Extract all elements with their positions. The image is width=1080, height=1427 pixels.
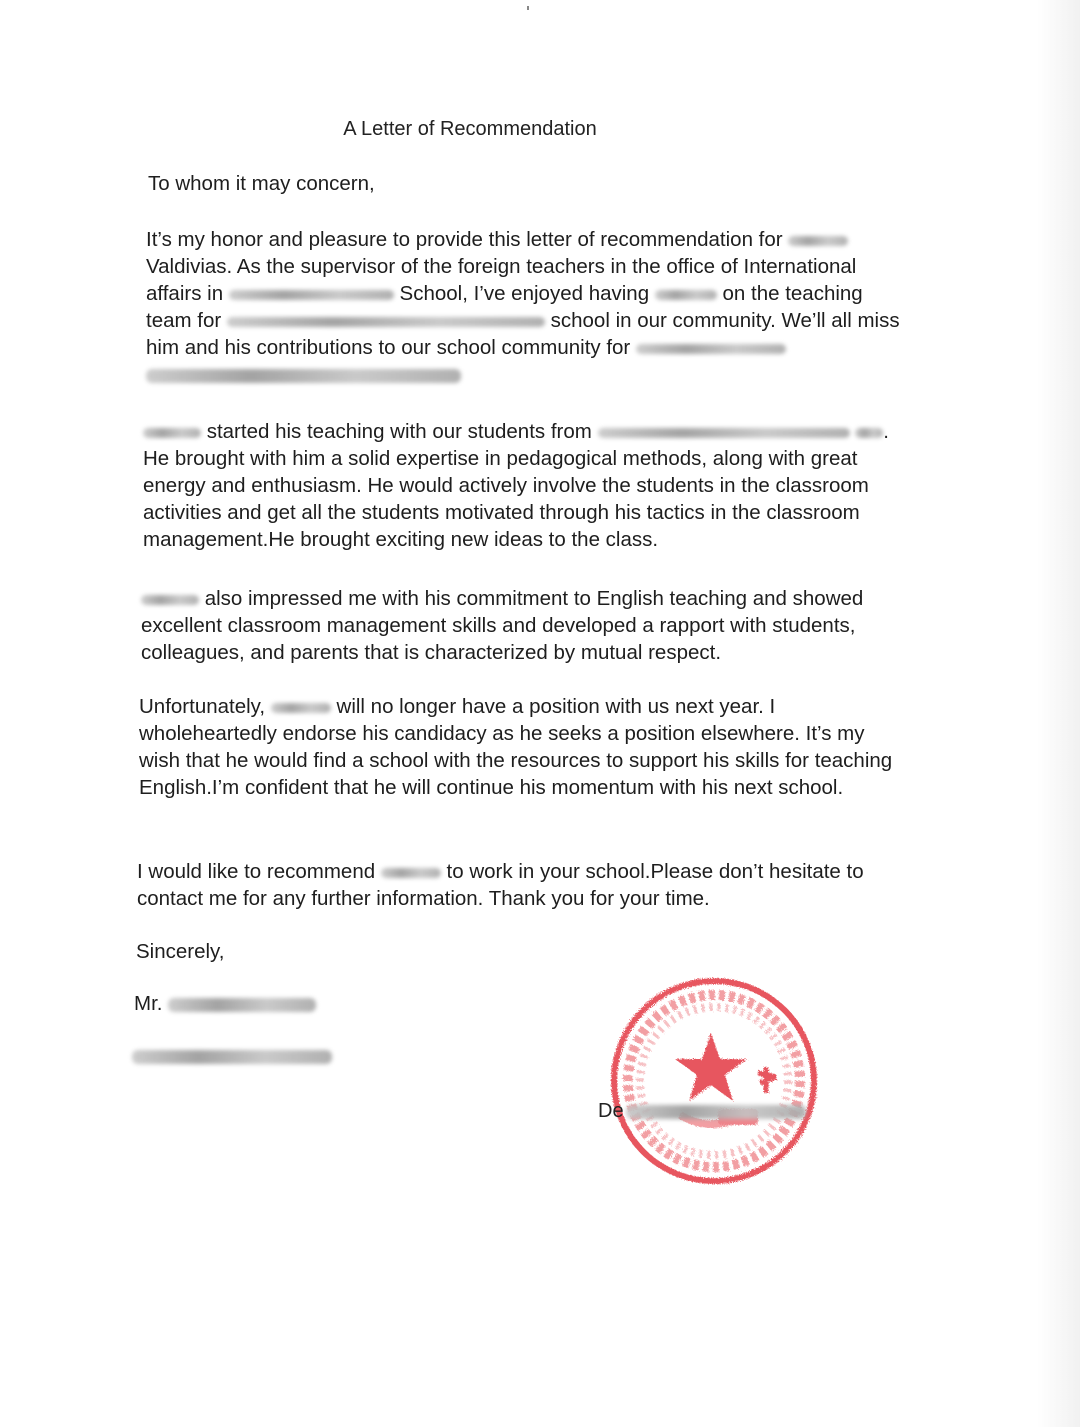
redacted-dates [598, 428, 850, 438]
redacted-dates [855, 428, 883, 438]
redacted-grades [227, 317, 545, 327]
redacted-signer-title [132, 1050, 332, 1064]
p5-text-a: I would like to recommend [137, 860, 376, 883]
p2-text-b: . He brought with him a solid expertise in pedagogical methods, along with great energy and enthusiasm. He would actively involve the students in the classroom activities and get all the students motivated through his tactics in the classroom management.He brought exciting new ideas to the class. [143, 420, 889, 551]
p5-text-b: to work in your school.Please don’t hesitate to contact me for any further information. Thank you for your time. [137, 860, 864, 910]
paragraph-5 [137, 858, 897, 912]
p4-text-a: Unfortunately, [139, 695, 266, 718]
p1-text-a: It’s my honor and pleasure to provide this letter of recommendation for [146, 228, 783, 251]
p1-text-b: Valdivias. As the supervisor of the foreign teachers in the office of International affairs in [146, 255, 857, 305]
signer-prefix: Mr. [134, 992, 163, 1015]
paragraph-3 [141, 585, 901, 666]
scan-speck [527, 6, 529, 10]
redacted-name [141, 595, 199, 605]
redacted-name [271, 703, 331, 713]
p1-text-c: School, I’ve enjoyed having [399, 282, 650, 305]
redacted-name [655, 290, 717, 300]
redacted-school-name [229, 290, 394, 300]
p3-text-a: also impressed me with his commitment to English teaching and showed excellent classroom management skills and developed a rapport with students, colleagues, and parents that is characterized by mutual respect. [141, 587, 864, 664]
redacted-name [143, 428, 201, 438]
paragraph-1 [146, 226, 906, 388]
p1-text-e: school in our community. We’ll all miss him and his contributions to our school community for [146, 309, 900, 359]
redacted-period [146, 369, 461, 383]
paragraph-4 [139, 693, 899, 801]
letter-title: A Letter of Recommendation [343, 118, 597, 140]
redacted-signer-name [168, 998, 316, 1012]
redacted-name [788, 236, 848, 246]
redacted-department [626, 1105, 806, 1119]
department-line [598, 1100, 806, 1123]
closing: Sincerely, [136, 940, 225, 963]
paragraph-2 [143, 418, 903, 553]
signer-name [134, 990, 316, 1017]
p2-text-a: started his teaching with our students from [206, 420, 592, 443]
official-red-seal [608, 975, 820, 1187]
redacted-name [381, 868, 441, 878]
salutation: To whom it may concern, [148, 172, 375, 195]
department-prefix: De [598, 1100, 624, 1122]
redacted-period [636, 344, 786, 354]
p4-text-b: will no longer have a position with us next year. I wholeheartedly endorse his candidacy as he seeks a position elsewhere. It’s my wish that he would find a school with the resources to support his skills for teaching English.I’m confident that he will continue his momentum with his next school. [139, 695, 893, 799]
p1-text-d: on the teaching team for [146, 282, 863, 332]
